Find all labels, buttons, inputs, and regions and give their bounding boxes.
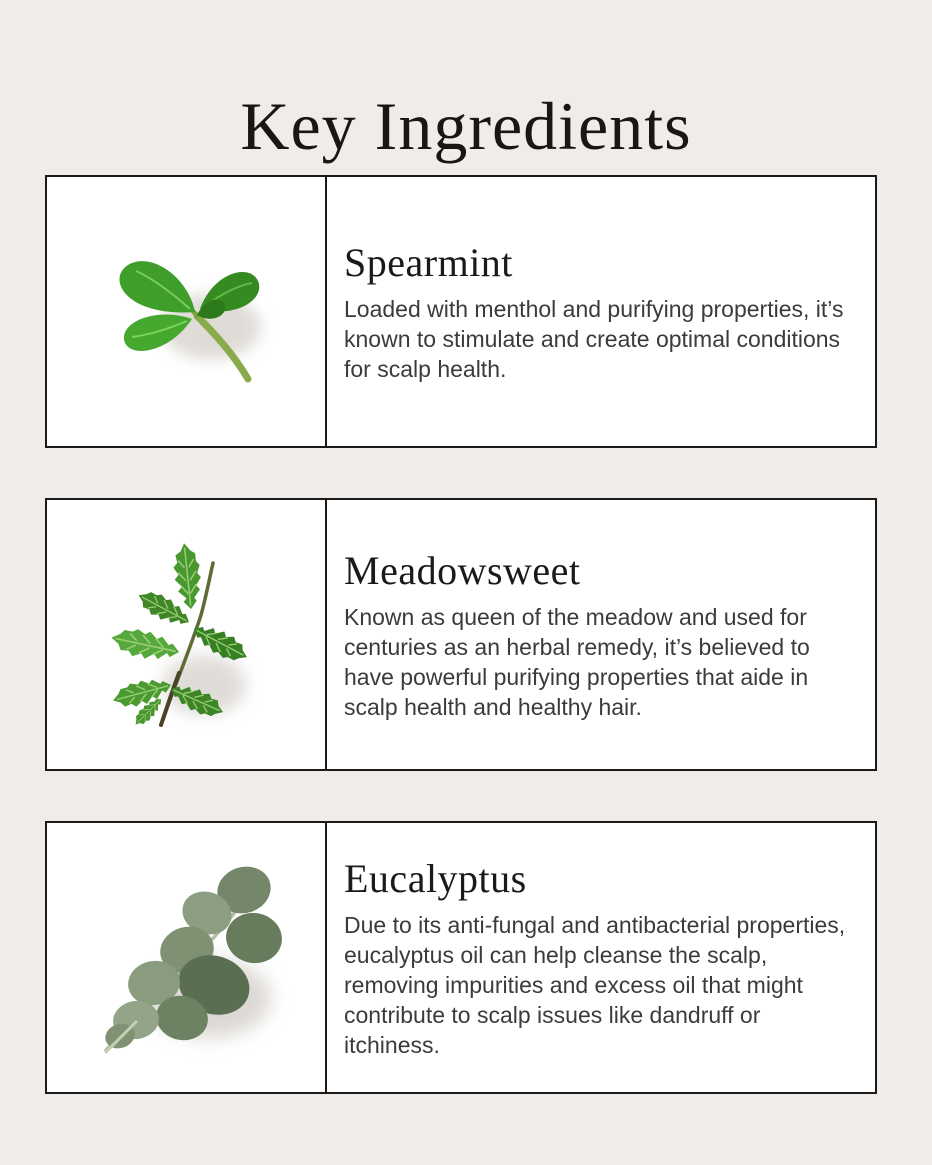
spearmint-text-panel	[327, 177, 875, 446]
ingredient-card-spearmint	[45, 175, 877, 448]
eucalyptus-text-panel	[327, 823, 875, 1092]
meadowsweet-image	[47, 500, 327, 769]
ingredient-name: Spearmint	[344, 239, 513, 285]
ingredient-cards	[45, 175, 877, 1094]
ingredient-description: Due to its anti-fungal and antibacterial properties, eucalyptus oil can help cleanse the scalp, removing impurities and excess oil that might contribute to scalp issues like dandruff or itchiness.	[344, 911, 846, 1058]
ingredient-description: Known as queen of the meadow and used for centuries as an herbal remedy, it’s believed to have powerful purifying properties that aide in scalp health and healthy hair.	[344, 603, 810, 720]
meadowsweet-text-panel	[327, 500, 875, 769]
eucalyptus-branch-icon	[84, 850, 289, 1065]
spearmint-sprig-icon	[96, 237, 276, 387]
ingredient-card-eucalyptus	[45, 821, 877, 1094]
eucalyptus-image	[47, 823, 327, 1092]
ingredient-description: Loaded with menthol and purifying properties, it’s known to stimulate and create optimal conditions for scalp health.	[344, 295, 844, 382]
ingredient-name: Eucalyptus	[344, 855, 527, 901]
ingredient-card-meadowsweet	[45, 498, 877, 771]
meadowsweet-leaves-icon	[99, 537, 274, 732]
spearmint-image	[47, 177, 327, 446]
ingredient-name: Meadowsweet	[344, 547, 581, 593]
page-title: Key Ingredients	[240, 87, 692, 164]
